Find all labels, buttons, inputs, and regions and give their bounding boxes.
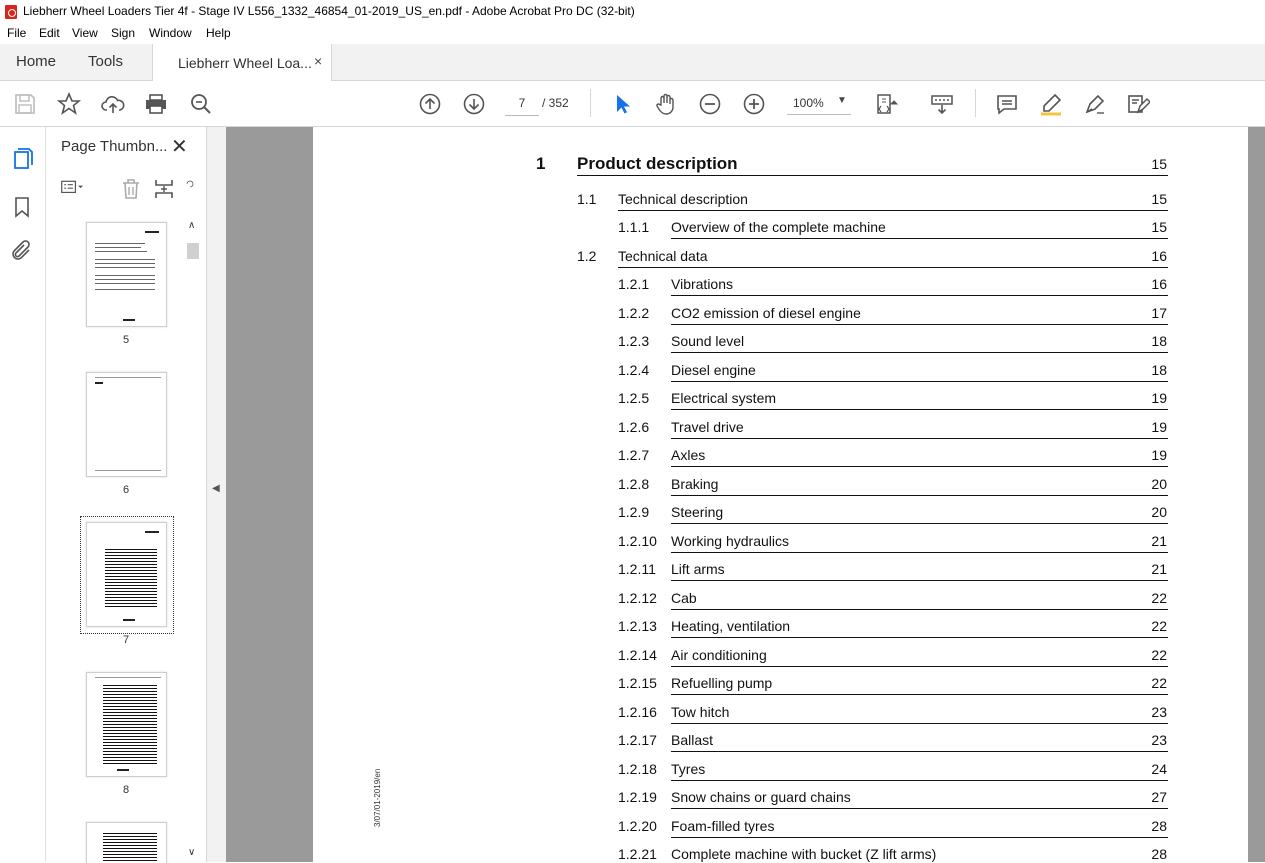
toc-page-number: 15 [1151,156,1167,172]
toc-number: 1.2.14 [618,646,657,663]
toc-chapter-row[interactable] [313,154,1248,176]
toc-page-number: 28 [1151,846,1167,862]
acrobat-logo-icon [5,5,17,19]
toc-underline [671,238,1168,239]
thumbnail-label-6: 6 [122,484,130,496]
zoom-out-icon[interactable] [698,92,722,116]
insert-page-icon[interactable] [152,177,176,201]
fill-sign-icon[interactable] [1126,92,1150,116]
menu-bar [0,24,1265,44]
window-title: Liebherr Wheel Loaders Tier 4f - Stage IV L556_1332_46854_01-2019_US_en.pdf - Adobe Acrobat Pro DC (32-bit) [23,4,635,18]
toc-underline [618,267,1168,268]
tab-tools[interactable]: Tools [88,53,124,70]
thumbnail-label-7: 7 [122,634,130,646]
toc-subsection-row[interactable] [313,447,1248,469]
search-zoom-icon[interactable] [189,92,213,116]
zoom-dropdown[interactable] [787,92,851,115]
toc-underline [671,666,1168,667]
panel-collapse-handle[interactable] [207,127,226,862]
toc-number: 1.2.16 [618,703,657,720]
tab-document[interactable] [152,44,332,81]
options-menu-icon[interactable] [60,177,84,201]
print-icon[interactable] [144,92,168,116]
toc-number: 1.2.13 [618,618,657,634]
toc-underline [671,637,1168,638]
toc-number: 1.2.2 [618,304,650,321]
toc-subsection-row[interactable] [313,276,1248,298]
thumbnail-scrollbar[interactable] [185,220,201,860]
toc-underline [671,295,1168,296]
toc-page-number: 27 [1151,789,1167,805]
page-number-input[interactable] [505,91,539,116]
toc-underline [671,438,1168,439]
scroll-mode-icon[interactable] [930,92,954,116]
toc-page-number: 18 [1151,333,1167,349]
bookmarks-icon[interactable] [10,195,34,219]
toc-title: Complete machine with bucket (Z lift arms) [671,846,937,862]
toc-page-number: 23 [1151,703,1167,720]
page-total: / 352 [542,96,569,110]
toc-subsection-row[interactable] [313,219,1248,241]
scroll-down-icon[interactable]: ∨ [188,847,196,858]
toc-title: Steering [671,504,724,520]
previous-page-icon[interactable] [418,92,442,116]
toc-subsection-row[interactable] [313,789,1248,811]
chevron-down-icon: ▼ [837,95,847,106]
toc-subsection-row[interactable] [313,333,1248,355]
menu-help[interactable]: Help [206,26,231,40]
toc-number: 1.2.15 [618,675,657,691]
toc-page-number: 20 [1151,475,1167,492]
toc-number: 1.1 [577,190,597,207]
toc-underline [671,609,1168,610]
comment-icon[interactable] [995,92,1019,116]
page-fit-icon[interactable] [875,92,899,116]
toc-title: Refuelling pump [671,675,773,691]
toc-number: 1.2.3 [618,333,650,349]
toc-subsection-row[interactable] [313,818,1248,840]
toc-subsection-row[interactable] [313,675,1248,697]
sign-pen-icon[interactable] [1083,92,1107,116]
toc-underline [671,837,1168,838]
toc-underline [671,523,1168,524]
toc-title: Foam-filled tyres [671,817,775,834]
toc-title: Diesel engine [671,361,756,378]
attachments-paperclip-icon[interactable] [10,239,34,263]
toc-underline [671,751,1168,752]
toc-page-number: 22 [1151,589,1167,606]
toc-title: Heating, ventilation [671,618,791,634]
toc-underline [671,352,1168,353]
toc-underline [671,580,1168,581]
toc-number: 1 [536,154,546,173]
toc-page-number: 20 [1151,504,1167,520]
toc-underline [671,409,1168,410]
collapse-arrow-icon: ◀ [212,483,220,494]
page-thumbnail-7[interactable] [86,522,167,627]
menu-window[interactable]: Window [149,26,192,40]
toc-number: 1.2 [577,247,597,264]
title-bar [0,0,1265,24]
toc-subsection-row[interactable] [313,533,1248,555]
toc-title: Ballast [671,732,714,748]
toc-title: Technical description [618,190,748,207]
toc-title: Vibrations [671,276,734,292]
toc-page-number: 19 [1151,418,1167,435]
upload-cloud-icon[interactable] [101,92,125,116]
toc-title: Working hydraulics [671,532,790,549]
toc-subsection-row[interactable] [313,390,1248,412]
toc-page-number: 16 [1151,276,1167,292]
tab-home[interactable]: Home [16,53,57,70]
toc-page-number: 28 [1151,817,1167,834]
toc-page-number: 16 [1151,247,1167,264]
toc-underline [671,694,1168,695]
toc-subsection-row[interactable] [313,761,1248,783]
toc-underline [577,175,1168,176]
page-thumbnail-5[interactable] [86,222,167,327]
toc-title: Electrical system [671,390,777,406]
toc-number: 1.2.18 [618,760,657,777]
toc-underline [671,466,1168,467]
toc-title: Technical data [618,247,708,264]
toc-page-number: 19 [1151,390,1167,406]
scroll-up-icon[interactable]: ∧ [188,220,196,231]
menu-view[interactable]: View [72,26,98,40]
toc-page-number: 21 [1151,561,1167,577]
toc-underline [671,552,1168,553]
toc-section-row[interactable] [313,248,1248,270]
toc-subsection-row[interactable] [313,590,1248,612]
toc-underline [671,495,1168,496]
toc-page-number: 22 [1151,618,1167,634]
document-viewer[interactable] [226,127,1265,862]
menu-sign[interactable]: Sign [111,26,136,40]
menu-edit[interactable]: Edit [39,26,60,40]
toc-number: 1.2.9 [618,504,650,520]
toc-page-number: 24 [1151,760,1167,777]
toc-underline [671,808,1168,809]
toc-number: 1.2.19 [618,789,657,805]
toc-underline [671,780,1168,781]
panel-title: Page Thumbn... [61,138,168,155]
toc-page-number: 15 [1151,190,1167,207]
toc-number: 1.2.4 [618,361,650,378]
toc-subsection-row[interactable] [313,362,1248,384]
toc-number: 1.2.17 [618,732,657,748]
navigation-rail [0,127,46,862]
toc-page-number: 22 [1151,675,1167,691]
pdf-page [313,127,1248,862]
tab-document-label: Liebherr Wheel Loa... [178,55,312,71]
thumbnail-label-8: 8 [122,784,130,796]
select-cursor-icon[interactable] [610,92,634,116]
toc-number: 1.2.7 [618,447,650,463]
toc-number: 1.2.12 [618,589,657,606]
toc-page-number: 22 [1151,646,1167,663]
page-thumbnail-6[interactable] [86,372,167,477]
page-thumbnail-8[interactable] [86,672,167,777]
toc-page-number: 23 [1151,732,1167,748]
toc-number: 1.2.6 [618,418,650,435]
toc-title: Braking [671,475,719,492]
toc-subsection-row[interactable] [313,419,1248,441]
toc-title: Air conditioning [671,646,767,663]
toc-number: 1.2.10 [618,532,657,549]
hand-tool-icon[interactable] [654,92,678,116]
toc-number: 1.2.11 [618,561,656,577]
toc-number: 1.2.21 [618,846,657,862]
toc-title: Product description [577,154,738,173]
scrollbar-thumb[interactable] [187,243,199,259]
toc-number: 1.2.8 [618,475,650,492]
page-footer-code: 3/07/01-2019/en [373,768,382,827]
toc-number: 1.2.5 [618,390,650,406]
toc-page-number: 21 [1151,532,1167,549]
toc-subsection-row[interactable] [313,504,1248,526]
toc-title: Axles [671,447,706,463]
page-thumbnail-9[interactable] [86,822,167,863]
close-tab-icon[interactable]: × [314,53,323,69]
toc-page-number: 18 [1151,361,1167,378]
delete-trash-icon[interactable] [119,177,143,201]
bookmark-star-icon[interactable] [57,92,81,116]
toc-title: CO2 emission of diesel engine [671,304,861,321]
thumbnail-label-5: 5 [122,334,130,346]
toc-title: Travel drive [671,418,744,435]
toc-page-number: 17 [1151,304,1167,321]
page-thumbnails-icon[interactable] [10,147,34,171]
close-panel-icon[interactable]: ✕ [171,136,188,158]
menu-file[interactable]: File [7,26,27,40]
rotate-page-icon[interactable] [184,177,196,201]
toc-underline [671,723,1168,724]
toc-title: Snow chains or guard chains [671,789,851,805]
toolbar [0,81,1265,127]
toc-subsection-row[interactable] [313,846,1248,862]
toc-underline [671,324,1168,325]
toc-number: 1.2.1 [618,276,650,292]
next-page-icon[interactable] [462,92,486,116]
toc-subsection-row[interactable] [313,476,1248,498]
toc-page-number: 15 [1151,219,1167,235]
toc-subsection-row[interactable] [313,647,1248,669]
toc-number: 1.1.1 [618,219,650,235]
toc-title: Sound level [671,333,745,349]
toc-subsection-row[interactable] [313,732,1248,754]
toc-page-number: 19 [1151,447,1167,463]
toc-number: 1.2.20 [618,817,657,834]
highlight-pen-icon[interactable] [1039,92,1063,116]
toc-title: Lift arms [671,561,725,577]
save-icon[interactable] [13,92,37,116]
toc-subsection-row[interactable] [313,561,1248,583]
toc-section-row[interactable] [313,191,1248,213]
zoom-value: 100% [793,96,824,110]
toc-subsection-row[interactable] [313,618,1248,640]
toc-title: Tyres [671,760,706,777]
toc-title: Tow hitch [671,703,730,720]
toc-underline [618,210,1168,211]
toc-underline [671,381,1168,382]
toc-subsection-row[interactable] [313,704,1248,726]
toc-title: Cab [671,589,697,606]
toc-subsection-row[interactable] [313,305,1248,327]
toc-title: Overview of the complete machine [671,219,886,235]
toolbar-divider [975,89,976,117]
toolbar-divider [590,89,591,117]
tab-bar [0,44,1265,81]
zoom-in-icon[interactable] [742,92,766,116]
